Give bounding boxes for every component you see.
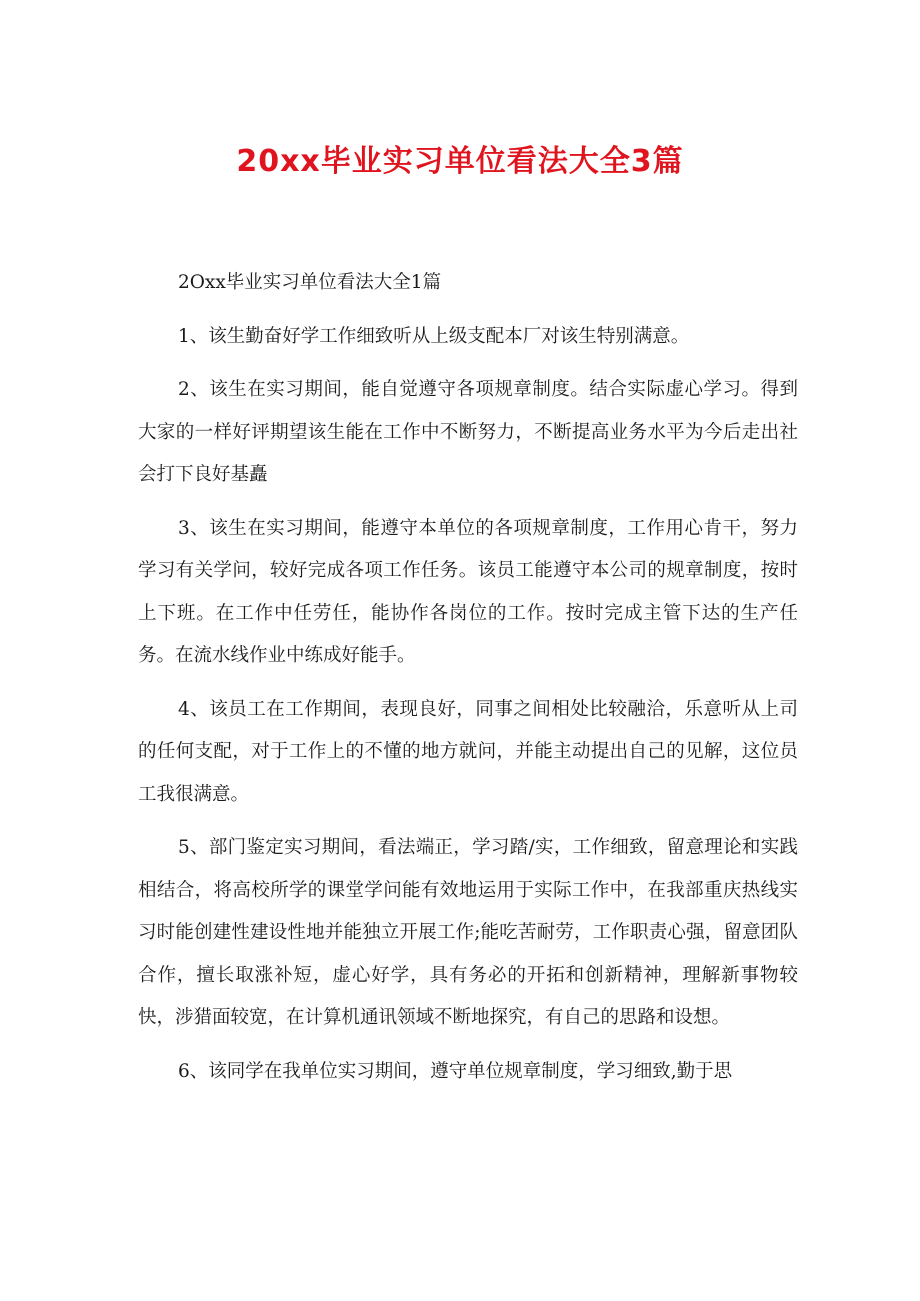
document-title: 20xx毕业实习单位看法大全3篇 (236, 144, 684, 179)
document-body (138, 262, 798, 1104)
paragraph-6: 6、该同学在我单位实习期间，遵守单位规章制度，学习细致,勤于思 (178, 1060, 733, 1082)
paragraph-5: 5、部门鉴定实习期间，看法端正，学习踏/实，工作细致，留意理论和实践相结合，将高校所学的课堂学问能有效地运用于实际工作中，在我部重庆热线实习时能创建性建设性地并能独立开展工作;能吃苦耐劳，工作职责心强，留意团队合作，擅长取涨补短，虚心好学，具有务必的开拓和创新精神，理解新事物较快，涉猎面较宽，在计算机通讯领域不断地探究，有自己的思路和设想。 (138, 837, 798, 1028)
paragraph-1: 1、该生勤奋好学工作细致听从上级支配本厂对该生特别满意。 (178, 325, 690, 347)
paragraph-4: 4、该员工在工作期间，表现良好，同事之间相处比较融洽，乐意听从上司的任何支配，对于工作上的不懂的地方就问，并能主动提出自己的见解，这位员工我很满意。 (138, 698, 798, 805)
paragraph-2: 2、该生在实习期间，能自觉遵守各项规章制度。结合实际虚心学习。得到大家的一样好评期望该生能在工作中不断努力，不断提高业务水平为今后走出社会打下良好基矗 (138, 379, 798, 485)
paragraph-3: 3、该生在实习期间，能遵守本单位的各项规章制度，工作用心肯干，努力学习有关学问，较好完成各项工作任务。该员工能遵守本公司的规章制度，按时上下班。在工作中任劳任，能协作各岗位的工作。按时完成主管下达的生产任务。在流水线作业中练成好能手。 (138, 517, 798, 666)
section-heading: 2Oxx毕业实习单位看法大全1篇 (178, 272, 442, 293)
